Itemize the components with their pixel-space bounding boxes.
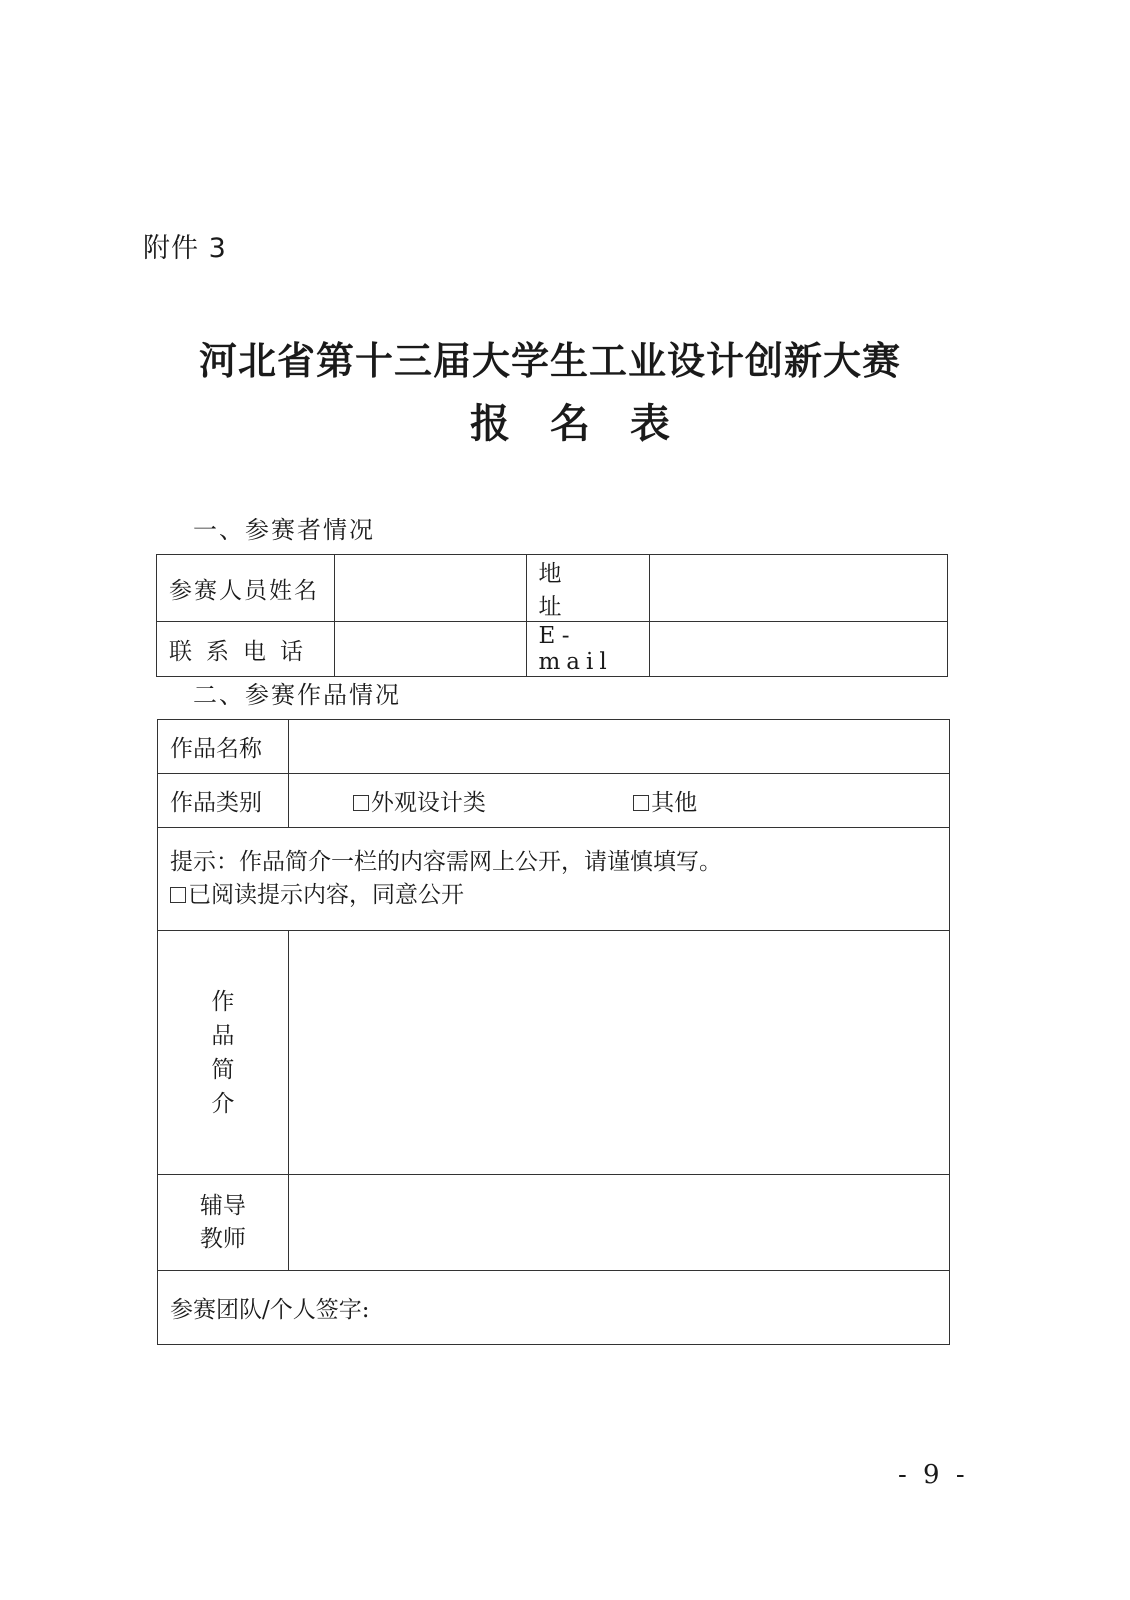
- teacher-field[interactable]: [288, 1175, 949, 1271]
- consent-option[interactable]: [170, 879, 937, 912]
- page-title: 河北省第十三届大学生工业设计创新大赛: [198, 338, 901, 383]
- checkbox-icon[interactable]: [353, 795, 369, 811]
- table-row: [158, 931, 950, 1175]
- table-row: [158, 1175, 950, 1271]
- table-row: [158, 720, 950, 774]
- category-option-label: 外观设计类: [370, 790, 486, 816]
- attachment-label: 附件 3: [143, 233, 227, 264]
- email-field[interactable]: [650, 622, 948, 677]
- name-field[interactable]: [334, 555, 526, 622]
- address-field[interactable]: [650, 555, 948, 622]
- hint-text: 提示：作品简介一栏的内容需网上公开，请谨慎填写。: [170, 849, 722, 875]
- page-subtitle: 报名表: [470, 400, 710, 447]
- phone-field[interactable]: [334, 622, 526, 677]
- signature-cell[interactable]: [158, 1271, 950, 1345]
- page-number: - 9 -: [898, 1460, 969, 1490]
- table-row: [157, 622, 948, 677]
- work-name-field[interactable]: [288, 720, 949, 774]
- brief-label-char: 简: [211, 1056, 235, 1083]
- brief-label-char: 作: [211, 988, 235, 1015]
- checkbox-icon[interactable]: [633, 795, 649, 811]
- table-row: [157, 555, 948, 622]
- work-table: [157, 719, 950, 1345]
- address-label: 地址: [526, 555, 650, 622]
- email-label: E-mail: [526, 622, 650, 677]
- brief-label: [158, 931, 289, 1175]
- section-heading-participant: 一、参赛者情况: [193, 516, 375, 544]
- checkbox-icon[interactable]: [170, 887, 186, 903]
- teacher-label: [158, 1175, 289, 1271]
- consent-label: 已阅读提示内容，同意公开: [188, 882, 464, 908]
- teacher-label-line: 教师: [199, 1225, 246, 1252]
- hint-cell: [158, 828, 950, 931]
- teacher-label-line: 辅导: [199, 1192, 246, 1219]
- table-row: [158, 1271, 950, 1345]
- name-label: 参赛人员姓名: [157, 555, 335, 622]
- signature-label: 参赛团队/个人签字:: [170, 1297, 370, 1323]
- brief-field[interactable]: [288, 931, 949, 1175]
- category-options: [288, 774, 949, 828]
- category-label: 作品类别: [158, 774, 289, 828]
- category-option-appearance[interactable]: [353, 790, 493, 816]
- brief-label-char: 品: [211, 1022, 235, 1049]
- phone-label: 联系电话: [157, 622, 335, 677]
- brief-label-char: 介: [211, 1090, 235, 1117]
- section-heading-work: 二、参赛作品情况: [193, 681, 401, 709]
- table-row: [158, 828, 950, 931]
- participant-table: [156, 554, 948, 677]
- work-name-label: 作品名称: [158, 720, 289, 774]
- table-row: [158, 774, 950, 828]
- category-option-other[interactable]: [633, 790, 697, 816]
- category-option-label: 其他: [651, 790, 698, 816]
